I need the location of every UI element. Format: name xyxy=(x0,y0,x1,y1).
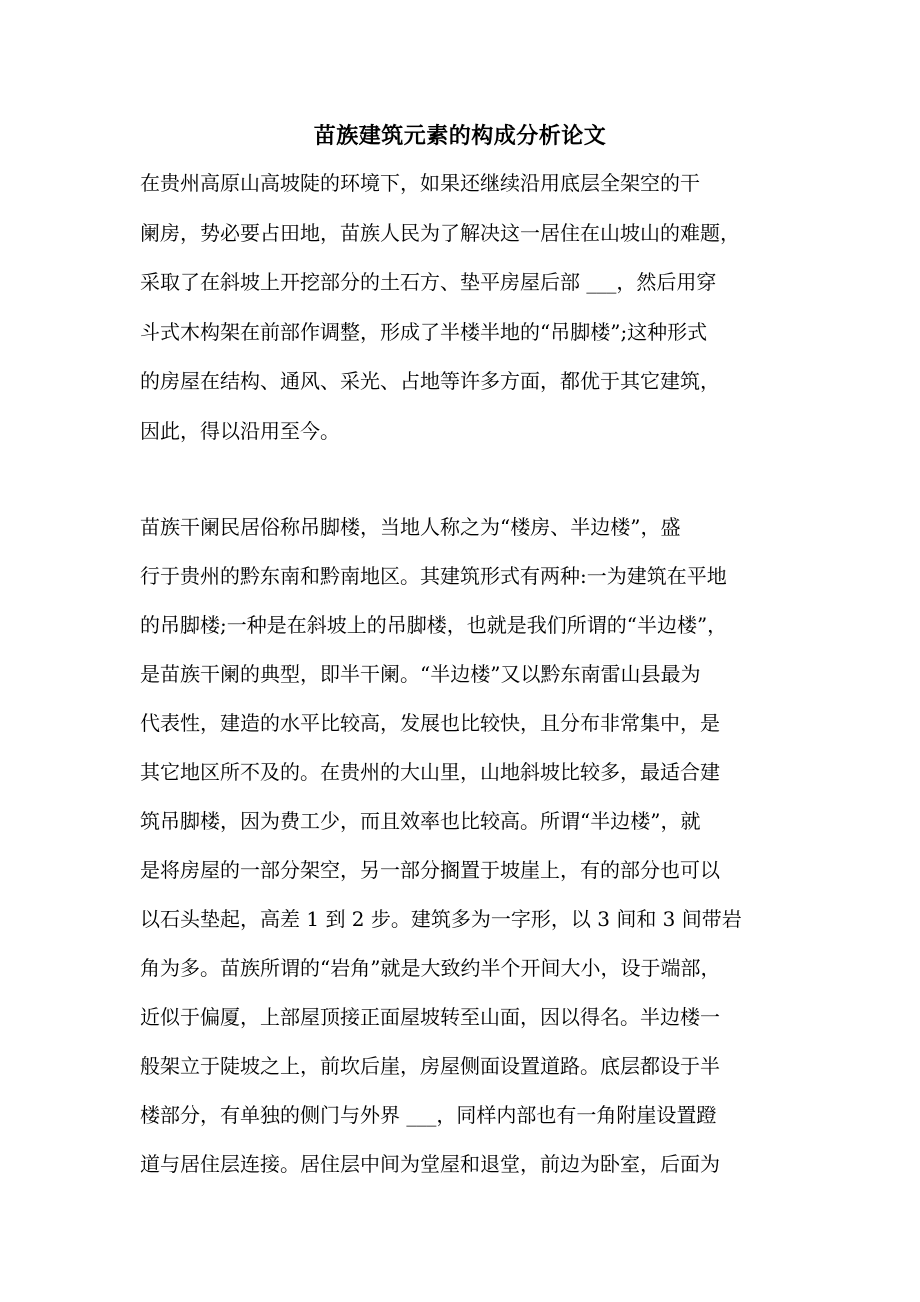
paragraph-1-line: 采取了在斜坡上开挖部分的土石方、垫平房屋后部 ___，然后用穿 xyxy=(140,270,717,294)
document-title: 苗族建筑元素的构成分析论文 xyxy=(313,123,607,149)
paragraph-2-line: 道与居住层连接。居住层中间为堂屋和退堂，前边为卧室，后面为 xyxy=(140,1152,720,1176)
paragraph-2-line: 苗族干阑民居俗称吊脚楼，当地人称之为“楼房、半边楼”，盛 xyxy=(140,515,681,539)
paragraph-2-line: 其它地区所不及的。在贵州的大山里，山地斜坡比较多，最适合建 xyxy=(140,760,720,784)
paragraph-2-line: 筑吊脚楼，因为费工少，而且效率也比较高。所谓“半边楼”，就 xyxy=(140,809,701,833)
paragraph-2-line: 近似于偏厦，上部屋顶接正面屋坡转至山面，因以得名。半边楼一 xyxy=(140,1005,720,1029)
paragraph-2-line: 般架立于陡坡之上，前坎后崖，房屋侧面设置道路。底层都设于半 xyxy=(140,1054,720,1078)
paragraph-1-line: 的房屋在结构、通风、采光、占地等许多方面，都优于其它建筑， xyxy=(140,369,720,393)
paragraph-2-line: 角为多。苗族所谓的“岩角”就是大致约半个开间大小，设于端部， xyxy=(140,956,721,980)
paragraph-2-line: 的吊脚楼;一种是在斜坡上的吊脚楼，也就是我们所谓的“半边楼”， xyxy=(140,613,728,637)
paragraph-2-line: 代表性，建造的水平比较高，发展也比较快，且分布非常集中，是 xyxy=(140,711,720,735)
paragraph-2-line: 楼部分，有单独的侧门与外界 ___，同样内部也有一角附崖设置蹬 xyxy=(140,1103,717,1127)
paragraph-1-line: 阑房，势必要占田地，苗族人民为了解决这一居住在山坡山的难题， xyxy=(140,221,740,245)
paragraph-2-line: 以石头垫起，高差 1 到 2 步。建筑多为一字形，以 3 间和 3 间带岩 xyxy=(140,907,742,931)
paragraph-1-line: 在贵州高原山高坡陡的环境下，如果还继续沿用底层全架空的干 xyxy=(140,171,700,195)
paragraph-2-line: 是将房屋的一部分架空，另一部分搁置于坡崖上，有的部分也可以 xyxy=(140,858,720,882)
paragraph-2-line: 是苗族干阑的典型，即半干阑。“半边楼”又以黔东南雷山县最为 xyxy=(140,662,701,686)
paragraph-1-line: 因此，得以沿用至今。 xyxy=(140,419,340,443)
paragraph-2-line: 行于贵州的黔东南和黔南地区。其建筑形式有两种:一为建筑在平地 xyxy=(140,564,727,588)
paragraph-1-line: 斗式木构架在前部作调整，形成了半楼半地的“吊脚楼”;这种形式 xyxy=(140,320,708,344)
